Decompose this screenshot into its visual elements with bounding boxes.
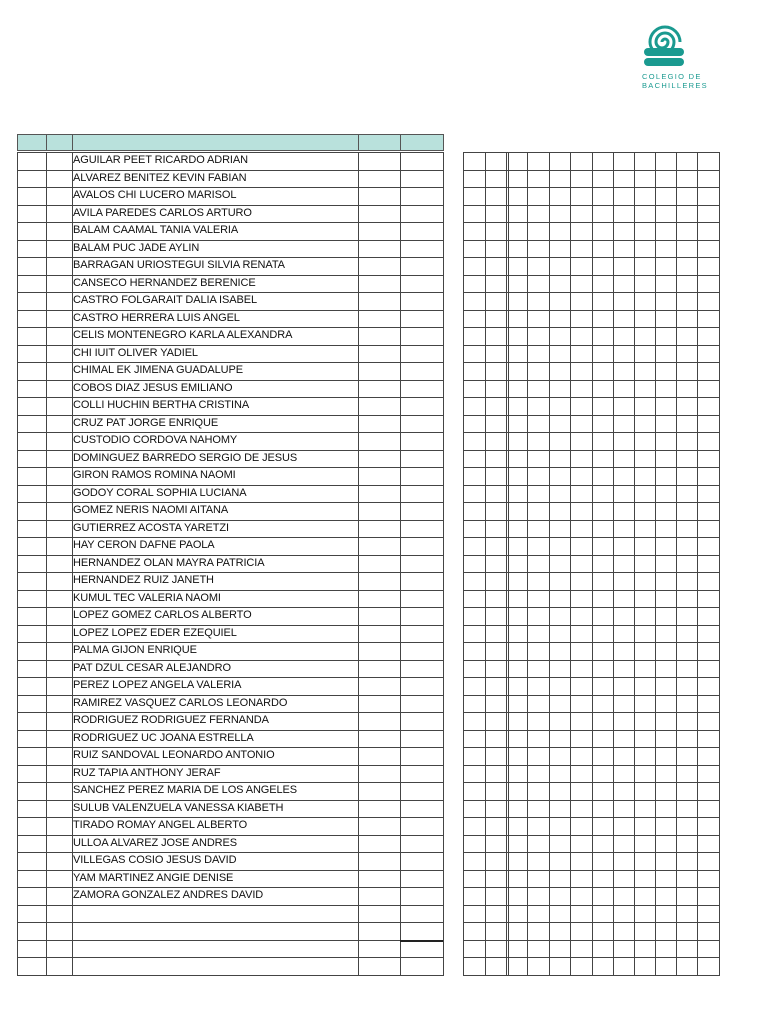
grid-hline [463, 957, 720, 958]
student-name: ZAMORA GONZALEZ ANDRES DAVID [73, 889, 264, 901]
grid-hline [463, 485, 720, 486]
student-name: COLLI HUCHIN BERTHA CRISTINA [73, 399, 250, 411]
grid-hline [463, 712, 720, 713]
header-cell [400, 134, 444, 151]
grid-hline [400, 940, 443, 942]
grid-hline [463, 730, 720, 731]
grid-hline [463, 257, 720, 258]
student-name: CHI IUIT OLIVER YADIEL [73, 347, 198, 359]
student-name: PEREZ LOPEZ ANGELA VALERIA [73, 679, 242, 691]
grid-hline [17, 940, 444, 941]
logo-wordmark: COLEGIO DE BACHILLERES [642, 72, 708, 90]
header-cell [358, 134, 401, 151]
grid-hline [463, 450, 720, 451]
student-name: LOPEZ LOPEZ EDER EZEQUIEL [73, 627, 237, 639]
grid-hline [463, 327, 720, 328]
student-name: BALAM CAAMAL TANIA VALERIA [73, 224, 239, 236]
grid-hline [463, 310, 720, 311]
student-name: CELIS MONTENEGRO KARLA ALEXANDRA [73, 329, 293, 341]
grid-hline [463, 782, 720, 783]
student-name: GOMEZ NERIS NAOMI AITANA [73, 504, 229, 516]
student-name: RODRIGUEZ UC JOANA ESTRELLA [73, 732, 254, 744]
student-name: HERNANDEZ RUIZ JANETH [73, 574, 214, 586]
grid-hline [17, 975, 444, 976]
student-name: CUSTODIO CORDOVA NAHOMY [73, 434, 238, 446]
grid-hline [463, 502, 720, 503]
grid-hline [463, 187, 720, 188]
student-name: RAMIREZ VASQUEZ CARLOS LEONARDO [73, 697, 288, 709]
student-name: CRUZ PAT JORGE ENRIQUE [73, 417, 219, 429]
student-name: CASTRO HERRERA LUIS ANGEL [73, 312, 240, 324]
student-name: CANSECO HERNANDEZ BERENICE [73, 277, 256, 289]
grid-hline [463, 275, 720, 276]
student-name: AVILA PAREDES CARLOS ARTURO [73, 207, 252, 219]
student-name: GUTIERREZ ACOSTA YARETZI [73, 522, 229, 534]
student-name: CASTRO FOLGARAIT DALIA ISABEL [73, 294, 257, 306]
grid-hline [463, 432, 720, 433]
grid-hline [463, 590, 720, 591]
grid-hline [463, 800, 720, 801]
grid-hline [463, 222, 720, 223]
grid-hline [463, 677, 720, 678]
grid-hline [463, 467, 720, 468]
student-name: COBOS DIAZ JESUS EMILIANO [73, 382, 233, 394]
student-name: RUIZ SANDOVAL LEONARDO ANTONIO [73, 749, 275, 761]
grid-hline [463, 170, 720, 171]
student-name: SULUB VALENZUELA VANESSA KIABETH [73, 802, 284, 814]
grid-hline [463, 607, 720, 608]
grid-hline [17, 957, 444, 958]
grid-hline [463, 537, 720, 538]
grid-hline [17, 922, 444, 923]
student-name: DOMINGUEZ BARREDO SERGIO DE JESUS [73, 452, 298, 464]
grid-hline [463, 345, 720, 346]
student-name: RODRIGUEZ RODRIGUEZ FERNANDA [73, 714, 269, 726]
student-name: GIRON RAMOS ROMINA NAOMI [73, 469, 236, 481]
student-name: BALAM PUC JADE AYLIN [73, 242, 200, 254]
grid-hline [463, 660, 720, 661]
grid-hline [463, 870, 720, 871]
header-cell [17, 134, 47, 151]
grid-hline [463, 397, 720, 398]
student-name: AVALOS CHI LUCERO MARISOL [73, 189, 237, 201]
grid-hline [463, 380, 720, 381]
header-cell [46, 134, 73, 151]
student-name: PALMA GIJON ENRIQUE [73, 644, 197, 656]
grid-hline [463, 747, 720, 748]
grid-hline [463, 817, 720, 818]
student-name: VILLEGAS COSIO JESUS DAVID [73, 854, 237, 866]
student-name: HERNANDEZ OLAN MAYRA PATRICIA [73, 557, 265, 569]
grid-hline [463, 887, 720, 888]
grid-hline [463, 940, 720, 941]
student-name: ALVAREZ BENITEZ KEVIN FABIAN [73, 172, 247, 184]
grid-hline [463, 572, 720, 573]
grid-hline [463, 555, 720, 556]
student-name: RUZ TAPIA ANTHONY JERAF [73, 767, 221, 779]
grid-hline [463, 415, 720, 416]
student-name: HAY CERON DAFNE PAOLA [73, 539, 215, 551]
student-name: GODOY CORAL SOPHIA LUCIANA [73, 487, 247, 499]
student-name: LOPEZ GOMEZ CARLOS ALBERTO [73, 609, 252, 621]
grid-hline [463, 152, 720, 153]
grid-hline [463, 695, 720, 696]
student-name: YAM MARTINEZ ANGIE DENISE [73, 872, 234, 884]
grid-hline [463, 362, 720, 363]
student-name: ULLOA ALVAREZ JOSE ANDRES [73, 837, 237, 849]
grid-hline [463, 922, 720, 923]
grid-hline [463, 205, 720, 206]
grid-hline [463, 835, 720, 836]
student-name: SANCHEZ PEREZ MARIA DE LOS ANGELES [73, 784, 297, 796]
header-cell [72, 134, 359, 151]
student-name: KUMUL TEC VALERIA NAOMI [73, 592, 221, 604]
grid-hline [463, 975, 720, 976]
student-name: AGUILAR PEET RICARDO ADRIAN [73, 154, 248, 166]
grid-hline [463, 292, 720, 293]
grid-hline [463, 642, 720, 643]
grid-hline [463, 520, 720, 521]
grid-hline [463, 905, 720, 906]
grid-hline [17, 905, 444, 906]
grid-hline [463, 625, 720, 626]
grid-hline [463, 852, 720, 853]
student-name: PAT DZUL CESAR ALEJANDRO [73, 662, 231, 674]
student-name: TIRADO ROMAY ANGEL ALBERTO [73, 819, 248, 831]
grid-hline [463, 240, 720, 241]
grid-hline [463, 765, 720, 766]
student-name: CHIMAL EK JIMENA GUADALUPE [73, 364, 243, 376]
student-name: BARRAGAN URIOSTEGUI SILVIA RENATA [73, 259, 285, 271]
